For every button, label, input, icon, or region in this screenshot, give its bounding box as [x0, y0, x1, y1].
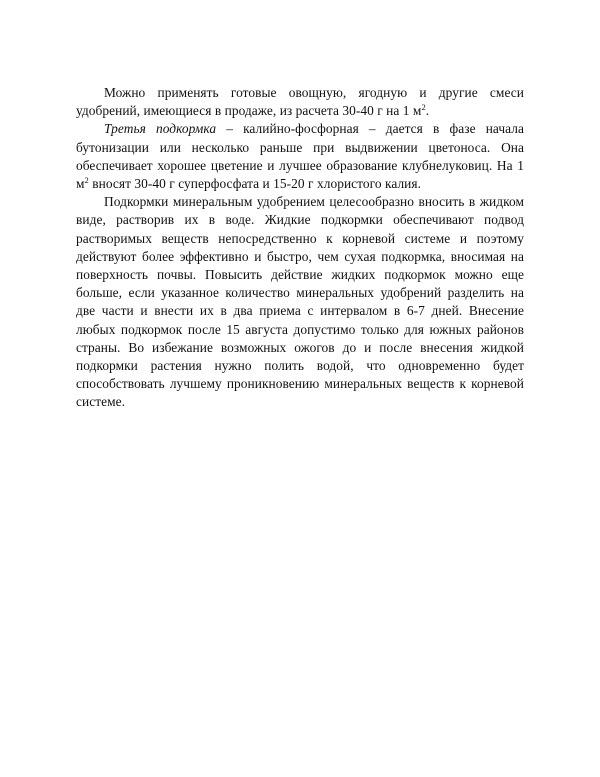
paragraph-third-feeding [76, 120, 524, 193]
body-text [76, 84, 524, 412]
paragraph-liquid-feeding [76, 193, 524, 411]
superscript: 2 [84, 175, 89, 186]
superscript: 2 [421, 102, 426, 113]
paragraph-text-end: . [425, 103, 430, 119]
paragraph-text-end: вносят 30-40 г суперфосфата и 15-20 г хлористого калия. [88, 176, 422, 192]
paragraph-text: – калийно-фосфорная – дается в фазе начала бутонизации или несколько раньше при выдвижении цветоноса. Она обеспечивает хорошее цветение и лучшее образование клубнелуковиц. На 1 м [76, 121, 524, 192]
paragraph-text: Можно применять готовые овощную, ягодную и другие смеси удобрений, имеющиеся в продаже, из расчета 30-40 г на 1 м [76, 85, 524, 119]
italic-term: Третья подкормка [104, 121, 217, 137]
paragraph-text: Подкормки минеральным удобрением целесообразно вносить в жидком виде, растворив их в воде. Жидкие подкормки обеспечивают подвод растворимых веществ непосредственно к корневой системе и поэтому действуют более эффективно и быстро, чем сухая подкормка, вносимая на поверхность почвы. Повысить действие жидких подкормок можно еще больше, если указанное количество минеральных удобрений разделить на две части и внести их в два приема с интервалом в 6-7 дней. Внесение любых подкормок после 15 августа допустимо только для южных районов страны. Во избежание возможных ожогов до и после внесения жидкой подкормки растения нужно полить водой, что одновременно будет способствовать лучшему проникновению минеральных веществ к корневой системе. [76, 194, 524, 410]
paragraph-ready-mixes [76, 84, 524, 120]
